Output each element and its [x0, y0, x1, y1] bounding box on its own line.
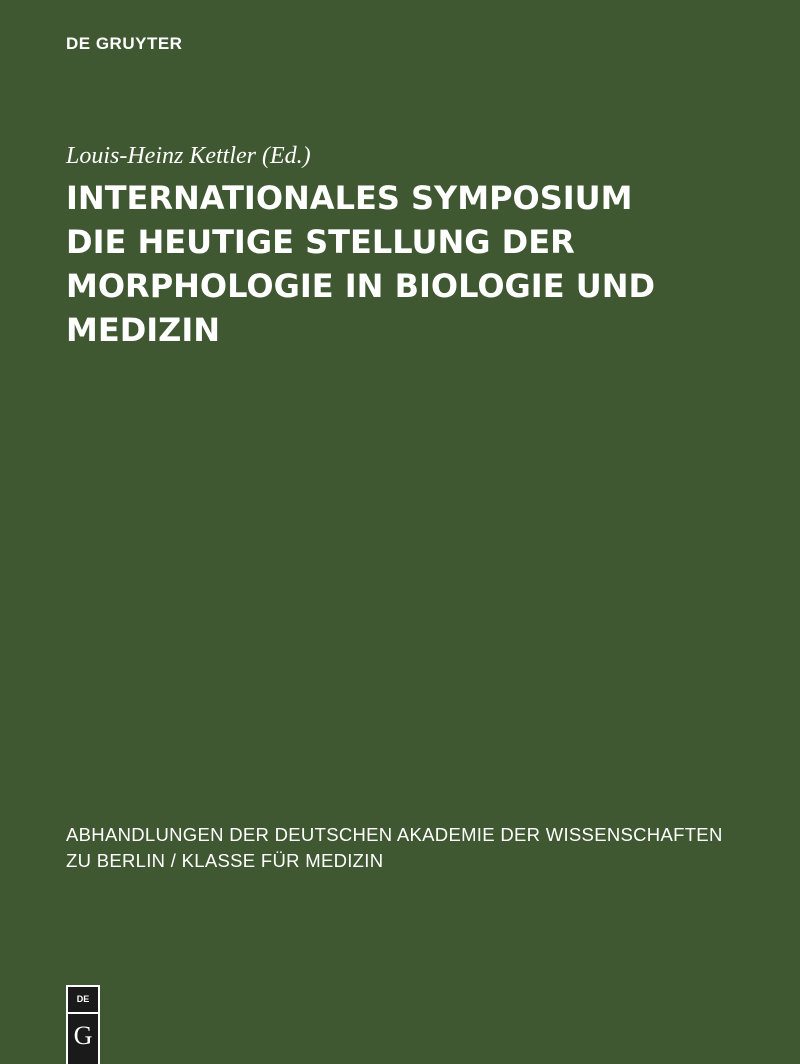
logo-g-mark: G [68, 1014, 98, 1064]
de-gruyter-logo-icon [66, 985, 100, 1064]
book-title [66, 176, 766, 352]
publisher-name: DE GRUYTER [66, 34, 183, 53]
series-title [66, 822, 766, 874]
series-line: ABHANDLUNGEN DER DEUTSCHEN AKADEMIE DER WISSENSCHAFTEN [66, 824, 723, 845]
title-line: MEDIZIN [66, 311, 221, 349]
title-line: DIE HEUTIGE STELLUNG DER [66, 223, 575, 261]
series-line: ZU BERLIN / KLASSE FÜR MEDIZIN [66, 850, 384, 871]
title-line: INTERNATIONALES SYMPOSIUM [66, 179, 633, 217]
logo-de-mark: DE [68, 987, 98, 1012]
editor-name: Louis-Heinz Kettler (Ed.) [66, 143, 311, 169]
title-line: MORPHOLOGIE IN BIOLOGIE UND [66, 267, 656, 305]
